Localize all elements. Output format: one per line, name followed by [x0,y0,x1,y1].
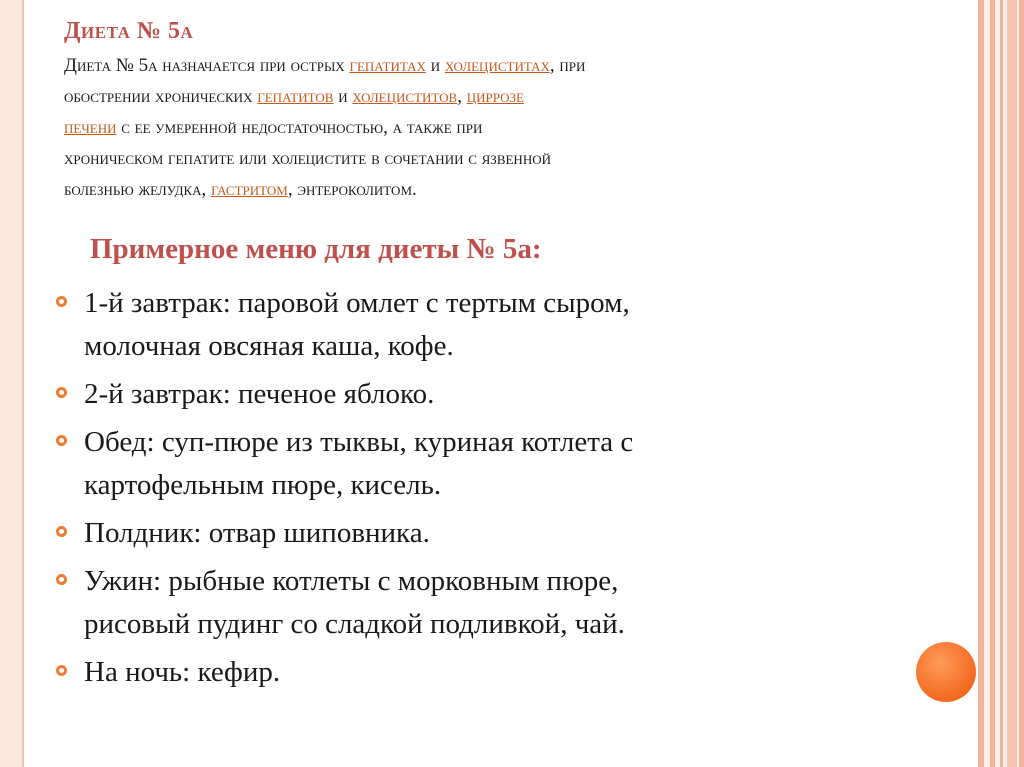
menu-item-line: 2-й завтрак: печеное яблоко. [84,378,435,410]
menu-item-line: Ужин: рыбные котлеты с морковным пюре, [84,565,619,597]
desc-text: с ее умеренной недостаточностью, а также при [116,117,483,138]
desc-text: и [425,55,445,76]
desc-line [64,50,864,81]
menu-subtitle: Примерное меню для диеты № 5а: [90,233,542,265]
right-stripe [1019,0,1024,767]
menu-item-line: На ночь: кефир. [84,656,281,688]
right-stripe [978,0,984,767]
bullet-circle-icon [56,296,67,307]
menu-item-line: Обед: суп-пюре из тыквы, куриная котлета с [84,426,634,458]
desc-text: , энтероколитом. [287,179,417,200]
desc-text: обострении хронических [64,86,258,107]
bullet-circle-icon [56,387,67,398]
link-hepatitis-chronic[interactable]: гепатитов [257,86,334,107]
link-liver[interactable]: печени [64,117,117,138]
link-cholecystitis[interactable]: холециститах [444,55,550,76]
menu-item-line: 1-й завтрак: паровой омлет с тертым сыром, [84,287,630,319]
bullet-circle-icon [56,665,67,676]
right-stripe [1000,0,1003,767]
desc-line [64,174,864,205]
menu-item-snack [56,512,856,555]
menu-item-line: Полдник: отвар шиповника. [84,517,430,549]
menu-list [56,282,856,699]
desc-line [64,112,864,143]
diet-description [64,50,864,205]
desc-text: болезнью желудка, [64,179,212,200]
menu-item-breakfast-1 [56,282,856,368]
menu-item-line: рисовый пудинг со сладкой подливкой, чай. [84,608,625,640]
slide-title: Диета № 5а [64,18,194,44]
desc-text: Диета № 5а назначается при острых [64,55,350,76]
left-border-decoration [0,0,22,767]
menu-item-line: молочная овсяная каша, кофе. [84,330,454,362]
desc-text: и [333,86,353,107]
right-stripe [1007,0,1017,767]
desc-line: хроническом гепатите или холецистите в сочетании с язвенной [64,148,551,169]
menu-item-dinner [56,560,856,646]
left-border-line [22,0,24,767]
desc-text: , при [549,55,586,76]
bullet-circle-icon [56,574,67,585]
desc-line [64,81,864,112]
link-gastritis[interactable]: гастритом [211,179,288,200]
bullet-circle-icon [56,435,67,446]
link-cholecystitis-chronic[interactable]: холециститов [352,86,458,107]
right-stripe [990,0,995,767]
menu-item-breakfast-2 [56,373,856,416]
menu-item-lunch [56,421,856,507]
desc-text: , [457,86,467,107]
link-cirrhosis[interactable]: циррозе [466,86,524,107]
bullet-circle-icon [56,526,67,537]
menu-item-line: картофельным пюре, кисель. [84,469,442,501]
menu-item-night [56,651,856,694]
orange-circle-decoration [916,642,976,702]
link-hepatitis[interactable]: гепатитах [349,55,426,76]
